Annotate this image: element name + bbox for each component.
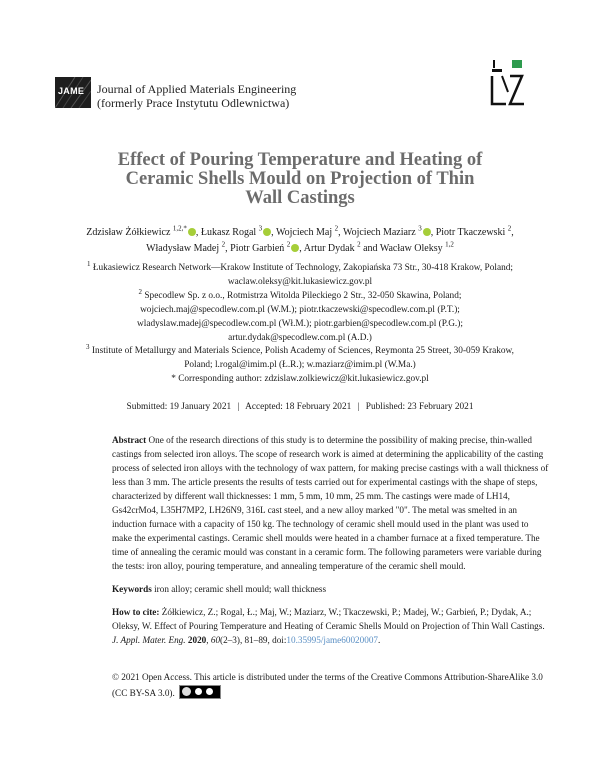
affiliation-number: 2 (138, 287, 143, 296)
orcid-icon[interactable] (291, 244, 299, 252)
journal-name-line2: (formerly Prace Instytutu Odlewnictwa) (97, 96, 290, 110)
author-affiliation-sup: 2 (357, 240, 361, 249)
author-name: Władysław Madej (146, 243, 220, 254)
citation-end: . (378, 634, 381, 645)
date-separator: | (357, 402, 360, 412)
publication-dates (60, 402, 540, 412)
author-affiliation-sup: 3 (418, 224, 422, 233)
abstract (112, 434, 550, 574)
article-title (60, 151, 540, 208)
author-name: Artur Dydak (303, 243, 355, 254)
author-name: Piotr Tkaczewski (435, 227, 506, 238)
affiliation-email: Poland; l.rogal@imim.pl (Ł.R.); w.maziarz@imim.pl (W.Ma.) (184, 360, 416, 371)
affiliation-email: wladyslaw.madej@specodlew.com.pl (Wł.M.); piotr.garbien@specodlew.com.pl (P.G.); (137, 318, 463, 329)
sa-icon (206, 688, 213, 695)
license-text: © 2021 Open Access. This article is distributed under the terms of the Creative Commons Attribution-ShareAlike 3.0 (CC BY-SA 3.0). (112, 672, 543, 698)
affiliation-text: Institute of Metallurgy and Materials Science, Polish Academy of Sciences, Reymonta 25 Street, 30-059 Krakow, (91, 346, 514, 357)
journal-logo (55, 77, 91, 108)
affiliation-number: 1 (87, 259, 91, 268)
citation-label: How to cite: (112, 607, 160, 617)
journal-name (97, 82, 296, 110)
citation-volume: 60 (210, 634, 221, 645)
author-affiliation-sup: 2 (507, 224, 512, 233)
published-date: Published: 23 February 2021 (365, 402, 474, 412)
citation-issue: (2–3) (220, 634, 240, 645)
license (112, 671, 550, 701)
article-title-line2: Ceramic Shells Mould on Projection of Thin (125, 169, 475, 189)
author-affiliation-sup: 2 (221, 240, 226, 249)
cc-by-sa-badge-icon[interactable] (179, 685, 221, 699)
by-icon (195, 688, 202, 695)
abstract-text: One of the research directions of this study is to determine the possibility of making precise, thin-walled castings from selected iron alloys. The scope of research work is aimed at determining the applicability of the casting process of selected iron alloys with the technology of wax pattern, for making precise castings with a wall thickness of less than 3 mm. The article presents the results of tests carried out for experimental castings with the shape of steps, characterized by different wall thicknesses: 1 mm, 5 mm, 10 mm, 25 mm. The castings were made of LH14, Gs42crMo4, L35H7MP2, LH26N9, 316L cast steel, and a new alloy marked "0". The metal was smelted in an induction furnace with a capacity of 150 kg. The technology of ceramic shell mould used in the plant was used to make the experimental castings. Ceramic shell moulds were heated in a chamber furnace at a fixed temperature. The time of annealing the ceramic mould was constant in a ceramic form. The following parameters were variable during the tests: iron alloy, pouring temperature, and annealing temperature of the ceramic shell mould. (112, 435, 549, 571)
orcid-icon[interactable] (423, 228, 431, 236)
affiliation-email: waclaw.oleksy@kit.lukasiewicz.gov.pl (227, 276, 373, 287)
cc-icon (182, 687, 191, 696)
affiliation-number: 3 (86, 343, 90, 352)
affiliation-email: artur.dydak@specodlew.com.pl (A.D.) (228, 332, 372, 343)
publisher-logo (488, 58, 528, 108)
article-title-line1: Effect of Pouring Temperature and Heating of (117, 150, 483, 170)
citation-authors: Żółkiewicz, Z.; Rogal, Ł.; Maj, W.; Maziarz, W.; Tkaczewski, P.; Madej, W.; Garbień, P.; Dydak, A.; Oleksy, W. (112, 607, 532, 631)
keywords-label: Keywords (112, 584, 152, 594)
submitted-date: Submitted: 19 January 2021 (126, 402, 232, 412)
corresponding-author: * Corresponding author: zdzislaw.zolkiewicz@kit.lukasiewicz.gov.pl (171, 374, 429, 385)
date-separator: | (237, 402, 240, 412)
author-name: Wacław Oleksy (379, 243, 443, 254)
affiliation-text: Specodlew Sp. z o.o., Rotmistrza Witolda Pileckiego 2 Str., 32-050 Skawina, Poland; (144, 290, 462, 301)
author-affiliation-sup: 2 (334, 224, 339, 233)
citation-journal: J. Appl. Mater. Eng. (112, 634, 186, 645)
author-name: Piotr Garbień (230, 243, 285, 254)
affiliation-email: wojciech.maj@specodlew.com.pl (W.M.); piotr.tkaczewski@specodlew.com.pl (P.T.); (140, 304, 460, 315)
author-name: Wojciech Maziarz (342, 227, 416, 238)
orcid-icon[interactable] (188, 228, 196, 236)
journal-name-line1: Journal of Applied Materials Engineering (97, 82, 297, 96)
article-title-line3: Wall Castings (245, 188, 355, 208)
journal-logo-text: JAME (58, 86, 85, 96)
author-name: Łukasz Rogal (200, 227, 257, 238)
author-name: Zdzisław Żółkiewicz (86, 227, 171, 238)
affiliations (60, 259, 540, 387)
citation-pages: , 81–89, doi: (239, 634, 287, 645)
affiliation-text: Łukasiewicz Research Network—Krakow Institute of Technology, Zakopiańska 73 Str., 30-418 Krakow, Poland; (92, 263, 513, 273)
citation-title: Effect of Pouring Temperature and Heating of Ceramic Shells Mould on Projection of Thin Wall Castings. (154, 620, 545, 631)
orcid-icon[interactable] (263, 228, 271, 236)
author-affiliation-sup: 3 (258, 224, 263, 233)
doi-link[interactable]: 10.35995/jame60020007 (286, 634, 379, 645)
citation-year: 2020 (187, 634, 207, 645)
citation: How to cite: Żółkiewicz, Z.; Rogal, Ł.; Maj, W.; Maziarz, W.; Tkaczewski, P.; Madej, W.; Garbień, P.; Dydak, A.; Oleksy, W. Effect of Pouring Temperature and Heating of Ceramic Shells Mould on Projection of Thin Wall Castings. J. Appl. Mater. Eng. 2020, 60(2–3), 81–89, doi:10.35995/jame60020007. (112, 607, 545, 645)
accepted-date: Accepted: 18 February 2021 (245, 402, 352, 412)
keywords-text: iron alloy; ceramic shell mould; wall thickness (154, 584, 327, 594)
author-affiliation-sup: 2 (286, 240, 291, 249)
author-list: Zdzisław Żółkiewicz $^{1,2,*}$ , Łukasz Rogal $^3$ , Wojciech Maj $^2$, Wojciech Maziarz $^3$ , Piotr Tkaczewski $^2$, Władysław Madej $^2$, Piotr Garbień $^2$ , Artur Dydak $^2$ and Wacław Oleksy $^{1,2}$ (86, 224, 514, 254)
author-name: Wojciech Maj (275, 227, 333, 238)
abstract-label: Abstract (112, 435, 147, 445)
author-affiliation-sup: 1,2,* (172, 224, 187, 233)
keywords (112, 584, 550, 594)
author-affiliation-sup: 1,2 (445, 240, 454, 249)
